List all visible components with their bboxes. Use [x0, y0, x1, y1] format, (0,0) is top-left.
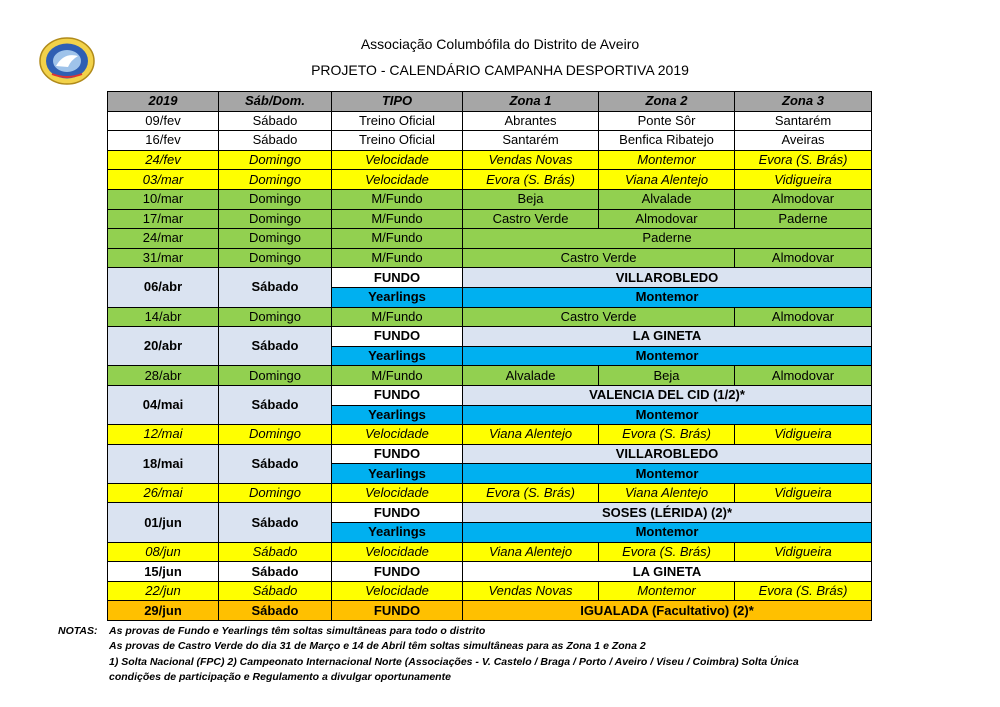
zone2-cell: Montemor — [599, 150, 735, 170]
all-zones-cell: Paderne — [463, 229, 872, 249]
zone1-2-cell: Castro Verde — [463, 248, 735, 268]
date-cell: 14/abr — [108, 307, 219, 327]
day-cell: Domingo — [219, 170, 332, 190]
zone2-cell: Almodovar — [599, 209, 735, 229]
note-line: condições de participação e Regulamento a divulgar oportunamente — [109, 671, 451, 684]
day-cell: Sábado — [219, 268, 332, 307]
date-cell: 22/jun — [108, 581, 219, 601]
day-cell: Domingo — [219, 425, 332, 445]
note-line: 1) Solta Nacional (FPC) 2) Campeonato Internacional Norte (Associações - V. Castelo / Braga / Porto / Aveiro / Viseu / Coimbra) Solta Única — [109, 655, 799, 668]
zone3-cell: Vidigueira — [735, 542, 872, 562]
type-cell: FUNDO — [332, 601, 463, 621]
day-cell: Domingo — [219, 307, 332, 327]
day-cell: Sábado — [219, 444, 332, 483]
yearlings-type-cell: Yearlings — [332, 287, 463, 307]
date-cell: 31/mar — [108, 248, 219, 268]
date-cell: 10/mar — [108, 189, 219, 209]
day-cell: Sábado — [219, 385, 332, 424]
zone3-cell: Evora (S. Brás) — [735, 581, 872, 601]
zone1-cell: Viana Alentejo — [463, 425, 599, 445]
zone3-cell: Aveiras — [735, 131, 872, 151]
table-row — [108, 170, 872, 190]
table-row — [108, 229, 872, 249]
zone1-cell: Vendas Novas — [463, 581, 599, 601]
fundo-destination-cell: VILLAROBLEDO — [463, 444, 872, 464]
yearlings-destination-cell: Montemor — [463, 405, 872, 425]
type-cell: Velocidade — [332, 170, 463, 190]
table-row — [108, 601, 872, 621]
day-cell: Sábado — [219, 131, 332, 151]
table-row — [108, 327, 872, 347]
day-cell: Sábado — [219, 503, 332, 542]
table-row — [108, 307, 872, 327]
date-cell: 15/jun — [108, 562, 219, 582]
column-header-day: Sáb/Dom. — [219, 92, 332, 112]
date-cell: 03/mar — [108, 170, 219, 190]
table-row — [108, 444, 872, 464]
column-header-zone1: Zona 1 — [463, 92, 599, 112]
type-cell: M/Fundo — [332, 248, 463, 268]
yearlings-type-cell: Yearlings — [332, 523, 463, 543]
table-row — [108, 248, 872, 268]
table-row — [108, 542, 872, 562]
zone1-cell: Alvalade — [463, 366, 599, 386]
column-header-zone2: Zona 2 — [599, 92, 735, 112]
fundo-destination-cell: LA GINETA — [463, 327, 872, 347]
yearlings-type-cell: Yearlings — [332, 346, 463, 366]
day-cell: Sábado — [219, 542, 332, 562]
table-row — [108, 209, 872, 229]
all-zones-cell: LA GINETA — [463, 562, 872, 582]
notes-label: NOTAS: — [58, 625, 98, 637]
zone2-cell: Beja — [599, 366, 735, 386]
zone2-cell: Evora (S. Brás) — [599, 425, 735, 445]
table-row — [108, 268, 872, 288]
fundo-destination-cell: VILLAROBLEDO — [463, 268, 872, 288]
type-cell: Velocidade — [332, 425, 463, 445]
type-cell: FUNDO — [332, 268, 463, 288]
table-header-row — [108, 92, 872, 112]
organization-name: Associação Columbófila do Distrito de Aveiro — [360, 36, 640, 52]
type-cell: Velocidade — [332, 483, 463, 503]
zone1-cell: Viana Alentejo — [463, 542, 599, 562]
column-header-zone3: Zona 3 — [735, 92, 872, 112]
date-cell: 16/fev — [108, 131, 219, 151]
fundo-destination-cell: VALENCIA DEL CID (1/2)* — [463, 385, 872, 405]
table-row — [108, 131, 872, 151]
date-cell: 28/abr — [108, 366, 219, 386]
type-cell: Treino Oficial — [332, 131, 463, 151]
date-cell: 04/mai — [108, 385, 219, 424]
date-cell: 17/mar — [108, 209, 219, 229]
date-cell: 20/abr — [108, 327, 219, 366]
type-cell: M/Fundo — [332, 189, 463, 209]
date-cell: 18/mai — [108, 444, 219, 483]
type-cell: FUNDO — [332, 562, 463, 582]
day-cell: Sábado — [219, 327, 332, 366]
day-cell: Sábado — [219, 562, 332, 582]
type-cell: Velocidade — [332, 581, 463, 601]
zone3-cell: Vidigueira — [735, 425, 872, 445]
zone2-cell: Alvalade — [599, 189, 735, 209]
type-cell: Treino Oficial — [332, 111, 463, 131]
table-row — [108, 425, 872, 445]
day-cell: Domingo — [219, 229, 332, 249]
date-cell: 29/jun — [108, 601, 219, 621]
table-row — [108, 503, 872, 523]
type-cell: FUNDO — [332, 503, 463, 523]
zone1-cell: Evora (S. Brás) — [463, 483, 599, 503]
type-cell: FUNDO — [332, 385, 463, 405]
zone2-cell: Viana Alentejo — [599, 483, 735, 503]
zone1-2-cell: Castro Verde — [463, 307, 735, 327]
notes-body — [109, 624, 799, 686]
yearlings-destination-cell: Montemor — [463, 287, 872, 307]
note-line: As provas de Fundo e Yearlings têm soltas simultâneas para todo o distrito — [109, 625, 486, 637]
yearlings-destination-cell: Montemor — [463, 523, 872, 543]
yearlings-type-cell: Yearlings — [332, 405, 463, 425]
day-cell: Sábado — [219, 601, 332, 621]
table-row — [108, 150, 872, 170]
date-cell: 26/mai — [108, 483, 219, 503]
zone1-cell: Vendas Novas — [463, 150, 599, 170]
date-cell: 09/fev — [108, 111, 219, 131]
column-header-year: 2019 — [108, 92, 219, 112]
zone2-cell: Montemor — [599, 581, 735, 601]
day-cell: Domingo — [219, 366, 332, 386]
zone1-cell: Santarém — [463, 131, 599, 151]
type-cell: FUNDO — [332, 327, 463, 347]
fundo-destination-cell: SOSES (LÉRIDA) (2)* — [463, 503, 872, 523]
zone2-cell: Benfica Ribatejo — [599, 131, 735, 151]
all-zones-cell: IGUALADA (Facultativo) (2)* — [463, 601, 872, 621]
zone3-cell: Almodovar — [735, 307, 872, 327]
table-row — [108, 581, 872, 601]
zone2-cell: Evora (S. Brás) — [599, 542, 735, 562]
table-row — [108, 111, 872, 131]
type-cell: M/Fundo — [332, 229, 463, 249]
zone3-cell: Almodovar — [735, 366, 872, 386]
zone3-cell: Almodovar — [735, 248, 872, 268]
zone2-cell: Ponte Sôr — [599, 111, 735, 131]
zone2-cell: Viana Alentejo — [599, 170, 735, 190]
day-cell: Domingo — [219, 150, 332, 170]
table-row — [108, 483, 872, 503]
zone1-cell: Evora (S. Brás) — [463, 170, 599, 190]
day-cell: Domingo — [219, 248, 332, 268]
table-row — [108, 366, 872, 386]
type-cell: M/Fundo — [332, 209, 463, 229]
page-title: PROJETO - CALENDÁRIO CAMPANHA DESPORTIVA 2019 — [311, 62, 689, 78]
column-header-type: TIPO — [332, 92, 463, 112]
type-cell: Velocidade — [332, 542, 463, 562]
table-row — [108, 562, 872, 582]
campaign-calendar-table — [107, 91, 872, 621]
date-cell: 06/abr — [108, 268, 219, 307]
day-cell: Domingo — [219, 209, 332, 229]
day-cell: Sábado — [219, 111, 332, 131]
day-cell: Sábado — [219, 581, 332, 601]
day-cell: Domingo — [219, 189, 332, 209]
zone3-cell: Evora (S. Brás) — [735, 150, 872, 170]
date-cell: 08/jun — [108, 542, 219, 562]
table-row — [108, 189, 872, 209]
date-cell: 01/jun — [108, 503, 219, 542]
zone3-cell: Vidigueira — [735, 483, 872, 503]
type-cell: FUNDO — [332, 444, 463, 464]
zone1-cell: Beja — [463, 189, 599, 209]
day-cell: Domingo — [219, 483, 332, 503]
zone3-cell: Santarém — [735, 111, 872, 131]
date-cell: 12/mai — [108, 425, 219, 445]
note-line: As provas de Castro Verde do dia 31 de Março e 14 de Abril têm soltas simultâneas para as Zona 1 e Zona 2 — [109, 640, 646, 653]
yearlings-type-cell: Yearlings — [332, 464, 463, 484]
yearlings-destination-cell: Montemor — [463, 464, 872, 484]
date-cell: 24/fev — [108, 150, 219, 170]
table-row — [108, 385, 872, 405]
zone1-cell: Castro Verde — [463, 209, 599, 229]
type-cell: M/Fundo — [332, 366, 463, 386]
date-cell: 24/mar — [108, 229, 219, 249]
type-cell: Velocidade — [332, 150, 463, 170]
type-cell: M/Fundo — [332, 307, 463, 327]
zone3-cell: Vidigueira — [735, 170, 872, 190]
yearlings-destination-cell: Montemor — [463, 346, 872, 366]
zone3-cell: Paderne — [735, 209, 872, 229]
zone1-cell: Abrantes — [463, 111, 599, 131]
zone3-cell: Almodovar — [735, 189, 872, 209]
